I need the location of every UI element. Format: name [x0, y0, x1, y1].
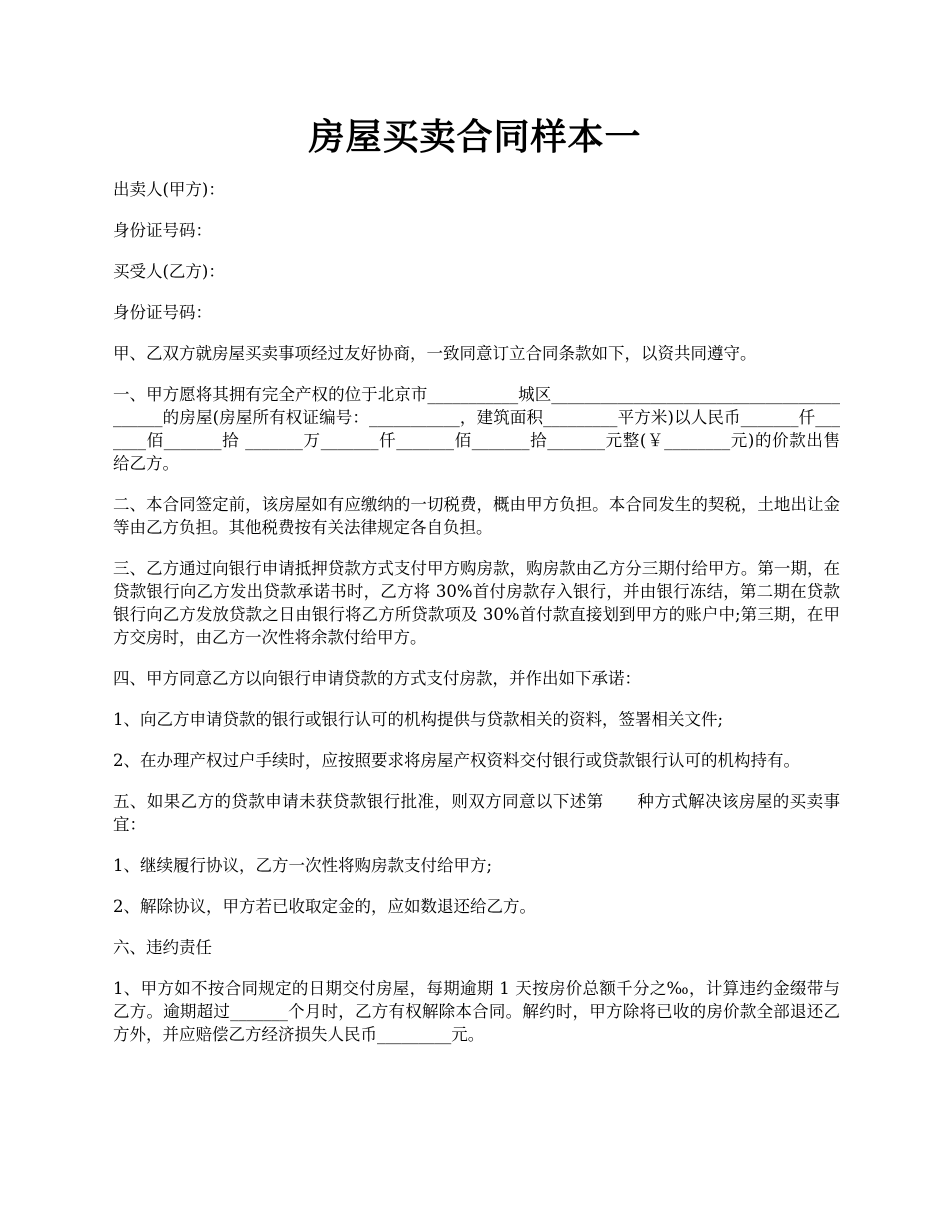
buyer-id-label: 身份证号码： — [113, 303, 212, 322]
clause-3: 三、乙方通过向银行申请抵押贷款方式支付甲方购房款，购房款由乙方分三期付给甲方。第一期，在贷款银行向乙方发出贷款承诺书时，乙方将 30%首付房款存入银行，并由银行冻结，第二期在贷款银行向乙方发放贷款之日由银行将乙方所贷款项及 30%首付款直接划到甲方的账户中;第三期，在甲方交房时，由乙方一次性将余款付给甲方。 — [113, 559, 840, 647]
clause-5: 五、如果乙方的贷款申请未获贷款银行批准，则双方同意以下述第 种方式解决该房屋的买卖事宜： — [113, 792, 840, 834]
buyer-label: 买受人(乙方)： — [113, 262, 225, 281]
seller-label: 出卖人(甲方)： — [113, 180, 225, 199]
clause-4-item-1: 1、向乙方申请贷款的银行或银行认可的机构提供与贷款相关的资料，签署相关文件; — [113, 710, 724, 729]
clause-5-item-2: 2、解除协议，甲方若已收取定金的，应如数退还给乙方。 — [113, 897, 536, 916]
seller-id-label: 身份证号码： — [113, 221, 212, 240]
document-body — [113, 178, 840, 1064]
clause-6-heading: 六、违约责任 — [113, 938, 212, 957]
clause-2: 二、本合同签定前，该房屋如有应缴纳的一切税费，概由甲方负担。本合同发生的契税，土地出让金等由乙方负担。其他税费按有关法律规定各自负担。 — [113, 495, 840, 537]
clause-1: 一、甲方愿将其拥有完全产权的位于北京市___________城区_________________________________________的房屋(房屋所有权证编号：___________，建筑面积_________平方米)以人民币_______仟_______佰_______拾 _______万_______仟_______佰_______拾_______元整(￥________元)的价款出售给乙方。 — [113, 385, 840, 473]
clause-6-item-1: 1、甲方如不按合同规定的日期交付房屋，每期逾期 1 天按房价总额千分之‰，计算违约金缀带与乙方。逾期超过_______个月时，乙方有权解除本合同。解约时，甲方除将已收的房价款全部退还乙方外，并应赔偿乙方经济损失人民币_________元。 — [113, 979, 840, 1044]
document-title: 房屋买卖合同样本一 — [308, 116, 642, 158]
clause-4-item-2: 2、在办理产权过户手续时，应按照要求将房屋产权资料交付银行或贷款银行认可的机构持有。 — [113, 751, 800, 770]
clause-5-item-1: 1、继续履行协议，乙方一次性将购房款支付给甲方; — [113, 856, 493, 875]
clause-4: 四、甲方同意乙方以向银行申请贷款的方式支付房款，并作出如下承诺： — [113, 669, 641, 688]
preamble-paragraph: 甲、乙双方就房屋买卖事项经过友好协商，一致同意订立合同条款如下，以资共同遵守。 — [113, 344, 757, 363]
